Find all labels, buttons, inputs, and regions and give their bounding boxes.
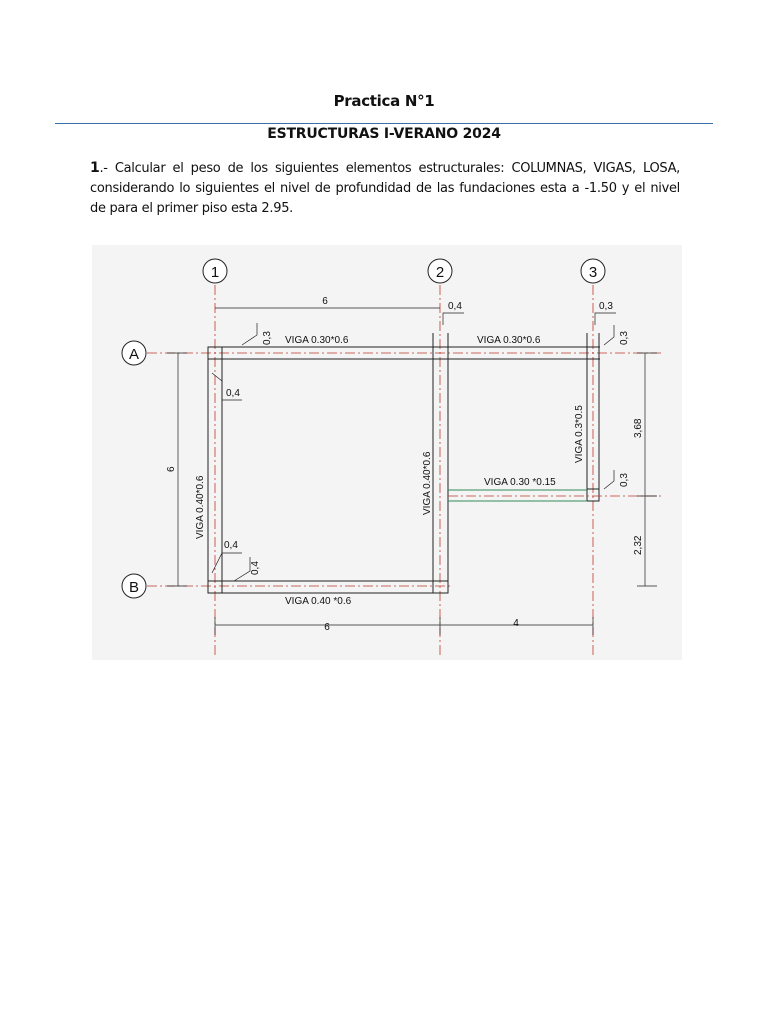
dim-beam-b-depth-label: 0,4 bbox=[250, 561, 261, 575]
axis-label-2: 2 bbox=[435, 264, 445, 281]
dim-top-span-label: 6 bbox=[322, 296, 328, 307]
page-title: Practica N°1 bbox=[333, 92, 435, 110]
dim-right-upper-label: 3,68 bbox=[633, 418, 644, 438]
axis-lines bbox=[147, 285, 662, 655]
beam-label-a-left: VIGA 0.30*0.6 bbox=[285, 335, 349, 346]
problem-statement bbox=[90, 158, 680, 219]
leader-col3-width bbox=[595, 313, 616, 325]
leader-mid-beam-depth bbox=[604, 470, 614, 489]
dim-col3-width-label: 0,3 bbox=[599, 301, 613, 312]
axis-label-b: B bbox=[128, 579, 140, 596]
dim-bottom-span-left-label: 6 bbox=[324, 622, 330, 633]
dim-beam-a-left-depth-label: 0,3 bbox=[262, 331, 273, 345]
problem-text: .- Calcular el peso de los siguientes elementos estructurales: COLUMNAS, VIGAS, LOSA, considerando lo siguientes el nivel de profundidad de las fundaciones esta a -1.50 y el nivel de para el primer piso esta 2.95. bbox=[90, 161, 680, 216]
axis-bubbles bbox=[122, 259, 605, 598]
leader-col2-width bbox=[443, 313, 464, 325]
dim-beam-a-right-depth-label: 0,3 bbox=[619, 331, 630, 345]
beam-label-col1: VIGA 0.40*0.6 bbox=[195, 475, 206, 539]
beam-label-col2: VIGA 0.40*0.6 bbox=[422, 451, 433, 515]
dim-bottom-span-right-label: 4 bbox=[513, 618, 519, 629]
leader-beam-a-right-depth bbox=[604, 325, 614, 345]
beam-label-col3: VIGA 0.3*0.5 bbox=[574, 405, 585, 463]
title-divider bbox=[55, 123, 713, 124]
structural-plan-svg bbox=[92, 245, 682, 660]
dim-col1-width-bottom-label: 0,4 bbox=[224, 540, 238, 551]
beam-label-b: VIGA 0.40 *0.6 bbox=[285, 596, 352, 607]
axis-label-a: A bbox=[128, 346, 140, 363]
axis-label-1: 1 bbox=[210, 264, 220, 281]
dim-mid-beam-depth-label: 0,3 bbox=[619, 473, 630, 487]
leader-col1-width-bottom bbox=[212, 553, 242, 573]
axis-label-3: 3 bbox=[588, 264, 598, 281]
page-subtitle: ESTRUCTURAS I-VERANO 2024 bbox=[267, 126, 501, 142]
problem-number: 1 bbox=[90, 160, 100, 176]
dim-col1-width-top-label: 0,4 bbox=[226, 388, 240, 399]
node-2b bbox=[433, 581, 448, 593]
leader-beam-a-left-depth bbox=[242, 323, 257, 345]
leader-beam-b-depth bbox=[234, 557, 250, 581]
dim-left-height-label: 6 bbox=[166, 466, 177, 472]
dim-right-lower-label: 2,32 bbox=[633, 535, 644, 555]
structural-plan-drawing bbox=[92, 245, 682, 660]
mid-beam bbox=[448, 490, 587, 501]
beam-label-mid: VIGA 0.30 *0.15 bbox=[484, 477, 556, 488]
structure-outline bbox=[208, 333, 600, 593]
beam-label-a-right: VIGA 0.30*0.6 bbox=[477, 335, 541, 346]
dim-col2-width-label: 0,4 bbox=[448, 301, 462, 312]
